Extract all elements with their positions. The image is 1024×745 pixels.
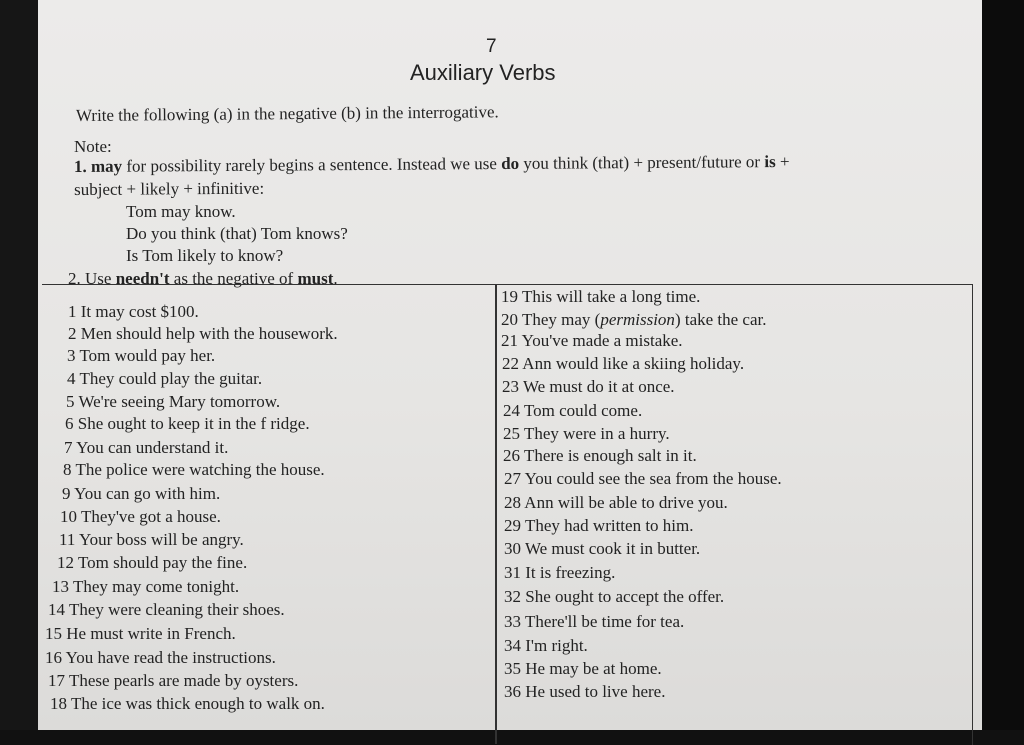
note-1-line-2: subject + likely + infinitive: (74, 178, 265, 199)
list-item-3: 3 Tom would pay her. (67, 346, 216, 365)
list-item-31: 31 It is freezing. (504, 563, 616, 582)
note-2-keyword-must: must (297, 269, 334, 288)
list-item-36: 36 He used to live here. (504, 682, 666, 701)
list-item-25: 25 They were in a hurry. (503, 424, 670, 443)
list-item-22: 22 Ann would like a skiing holiday. (502, 354, 745, 373)
note-2-keyword-neednt: needn't (115, 269, 170, 288)
list-item-23: 23 We must do it at once. (502, 377, 675, 396)
note-1-text-a: for possibility rarely begins a sentence. Instead we use (122, 154, 502, 176)
list-item-28: 28 Ann will be able to drive you. (504, 493, 728, 512)
list-item-20-text-a: 20 They may ( (501, 310, 601, 329)
list-item-20-emphasis: permission (600, 310, 675, 329)
list-item-21: 21 You've made a mistake. (501, 331, 683, 350)
list-item-19: 19 This will take a long time. (501, 287, 701, 306)
list-item-2: 2 Men should help with the housework. (68, 324, 338, 343)
list-item-33: 33 There'll be time for tea. (504, 612, 685, 631)
list-item-5: 5 We're seeing Mary tomorrow. (66, 392, 281, 411)
list-item-35: 35 He may be at home. (504, 659, 662, 678)
exercise-instruction: Write the following (a) in the negative (b) in the interrogative. (75, 102, 499, 125)
page-number: 7 (486, 36, 497, 57)
list-item-30: 30 We must cook it in butter. (504, 539, 701, 558)
note-1-number: 1. (73, 156, 87, 177)
table-column-divider (495, 284, 497, 744)
list-item-14: 14 They were cleaning their shoes. (48, 600, 285, 619)
note-1-keyword-may: may (90, 156, 123, 176)
list-item-18: 18 The ice was thick enough to walk on. (50, 694, 325, 713)
list-item-27: 27 You could see the sea from the house. (504, 469, 782, 488)
note-2-text-b: as the negative of (169, 269, 298, 288)
page-title: Auxiliary Verbs (410, 60, 556, 85)
list-item-11: 11 Your boss will be angry. (59, 530, 244, 549)
list-item-16: 16 You have read the instructions. (45, 648, 276, 667)
list-item-8: 8 The police were watching the house. (63, 460, 325, 479)
document-page (38, 0, 982, 730)
list-item-13: 13 They may come tonight. (52, 577, 240, 596)
note-1-text-c: + (775, 152, 790, 172)
list-item-15: 15 He must write in French. (45, 624, 236, 643)
example-1: Tom may know. (126, 202, 236, 221)
list-item-1: 1 It may cost $100. (68, 302, 199, 321)
list-item-12: 12 Tom should pay the fine. (57, 553, 248, 572)
list-item-20-text-b: ) take the car. (674, 310, 767, 329)
list-item-26: 26 There is enough salt in it. (503, 446, 697, 465)
background-left-edge (0, 0, 38, 730)
note-1-keyword-is: is (764, 152, 776, 172)
note-1 (74, 149, 894, 201)
background-right-edge (982, 0, 1024, 730)
list-item-6: 6 She ought to keep it in the f ridge. (65, 414, 310, 433)
list-item-24: 24 Tom could come. (503, 401, 643, 420)
list-item-32: 32 She ought to accept the offer. (504, 587, 725, 606)
note-2-text-c: . (333, 269, 338, 288)
example-3: Is Tom likely to know? (126, 246, 284, 265)
example-2: Do you think (that) Tom knows? (126, 224, 348, 243)
list-item-20 (501, 310, 767, 330)
note-1-text-b: you think (that) + present/future or (519, 152, 765, 173)
list-item-10: 10 They've got a house. (60, 507, 221, 526)
list-item-29: 29 They had written to him. (504, 516, 694, 535)
note-2-text-a: 2. Use (68, 269, 116, 288)
list-item-4: 4 They could play the guitar. (67, 369, 263, 388)
list-item-34: 34 I'm right. (504, 636, 588, 655)
note-1-keyword-do: do (501, 153, 520, 174)
note-label: Note: (74, 137, 112, 156)
list-item-7: 7 You can understand it. (64, 438, 229, 457)
list-item-9: 9 You can go with him. (62, 484, 221, 503)
list-item-17: 17 These pearls are made by oysters. (48, 671, 299, 690)
